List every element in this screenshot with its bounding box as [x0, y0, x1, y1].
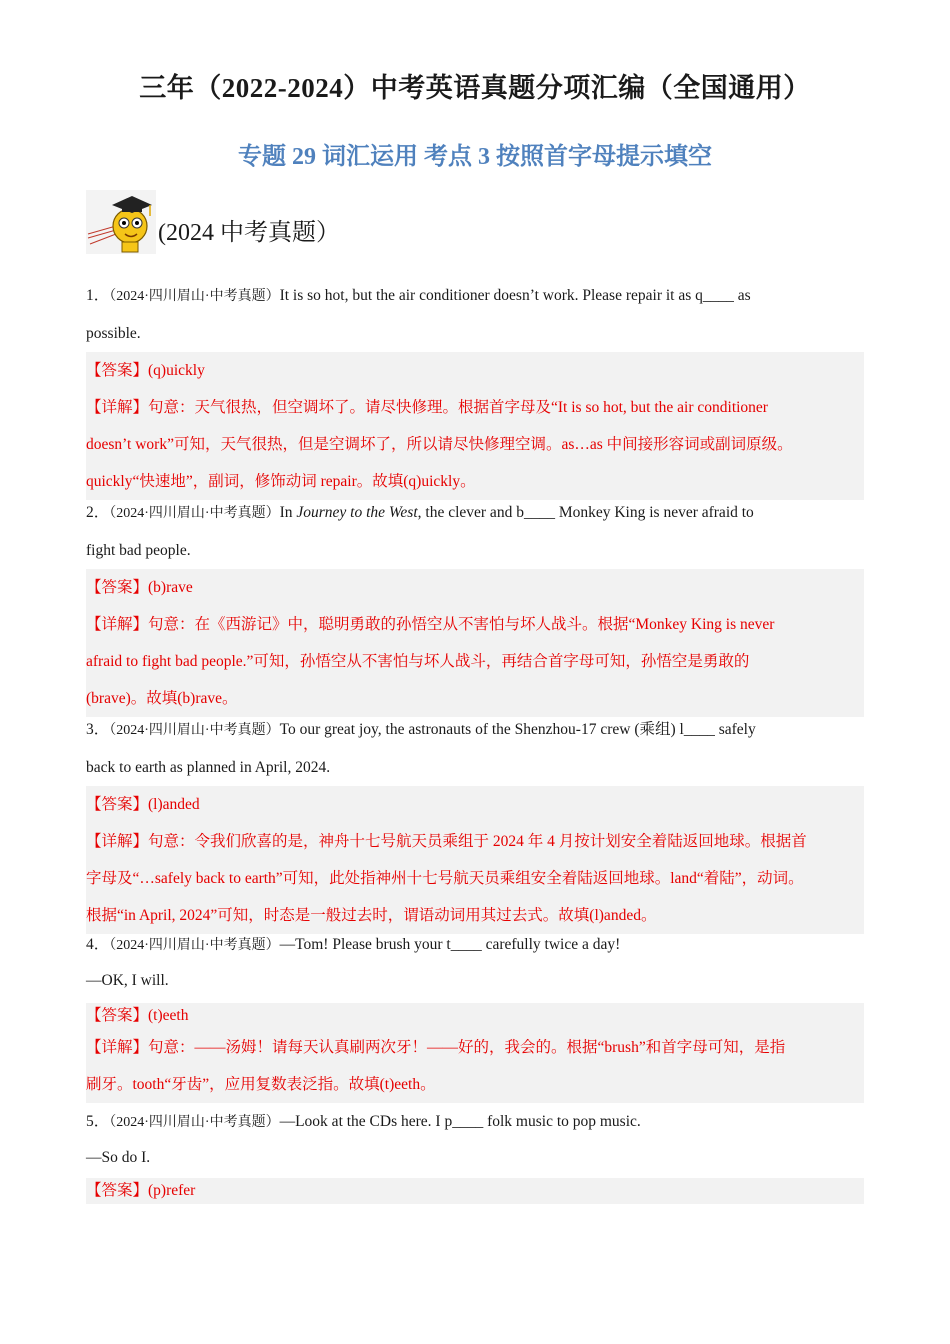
question-text: 3．（2024·四川眉山·中考真题）To our great joy, the astronauts of the Shenzhou-17 crew (乘组) l____ safely	[86, 721, 756, 738]
question-text-cont: fight bad people.	[86, 542, 191, 559]
answer-line: 【答案】(p)refer	[86, 1182, 196, 1199]
detail-line: 【详解】句意：——汤姆！请每天认真刷两次牙！——好的，我会的。根据“brush”和首字母可知，是指	[86, 1039, 786, 1056]
answer-line: 【答案】(l)anded	[86, 796, 200, 813]
question-4	[86, 927, 864, 1103]
question-text: 1．（2024·四川眉山·中考真题）It is so hot, but the air conditioner doesn’t work. Please repair it as q____ as	[86, 287, 751, 304]
question-1	[86, 277, 864, 500]
question-text-cont: back to earth as planned in April, 2024.	[86, 759, 331, 776]
question-text: 4．（2024·四川眉山·中考真题）—Tom! Please brush your t____ carefully twice a day!	[86, 936, 621, 953]
detail-line: 【详解】句意：天气很热，但空调坏了。请尽快修理。根据首字母及“It is so hot, but the air conditioner	[86, 399, 768, 416]
detail-line: 刷牙。tooth“牙齿”，应用复数表泛指。故填(t)eeth。	[86, 1076, 436, 1093]
answer-line: 【答案】(t)eeth	[86, 1007, 189, 1024]
document-title: 三年（2022-2024）中考英语真题分项汇编（全国通用）	[139, 73, 811, 103]
detail-line: 【详解】句意：令我们欣喜的是，神舟十七号航天员乘组于 2024 年 4 月按计划安全着陆返回地球。根据首	[86, 833, 807, 850]
question-text: 5．（2024·四川眉山·中考真题）—Look at the CDs here. I p____ folk music to pop music.	[86, 1113, 641, 1130]
question-3	[86, 711, 864, 934]
detail-line: doesn’t work”可知，天气很热，但是空调坏了，所以请尽快修理空调。as…as 中间接形容词或副词原级。	[86, 436, 793, 453]
detail-line: 【详解】句意：在《西游记》中，聪明勇敢的孙悟空从不害怕与坏人战斗。根据“Monkey King is never	[86, 616, 775, 633]
detail-line: 字母及“…safely back to earth”可知，此处指神州十七号航天员乘组安全着陆返回地球。land“着陆”，动词。	[86, 870, 804, 887]
answer-block	[86, 352, 864, 500]
detail-line: (brave)。故填(b)rave。	[86, 690, 238, 707]
answer-block	[86, 786, 864, 934]
answer-line: 【答案】(q)uickly	[86, 362, 205, 379]
document-subtitle: 专题 29 词汇运用 考点 3 按照首字母提示填空	[238, 144, 712, 170]
detail-line: quickly“快速地”，副词，修饰动词 repair。故填(q)uickly。	[86, 473, 476, 490]
question-5	[86, 1104, 864, 1204]
answer-line: 【答案】(b)rave	[86, 579, 193, 596]
question-2	[86, 494, 864, 717]
answer-block	[86, 569, 864, 717]
answer-block	[86, 1003, 864, 1103]
question-text: 2．（2024·四川眉山·中考真题）In Journey to the West, the clever and b____ Monkey King is never afraid to	[86, 504, 754, 521]
graduate-mascot-icon	[86, 190, 156, 254]
detail-line: afraid to fight bad people.”可知，孙悟空从不害怕与坏人战斗，再结合首字母可知，孙悟空是勇敢的	[86, 653, 750, 670]
detail-line: 根据“in April, 2024”可知，时态是一般过去时，谓语动词用其过去式。故填(l)anded。	[86, 907, 657, 924]
question-text-cont: possible.	[86, 325, 141, 342]
answer-block	[86, 1178, 864, 1204]
question-text-cont: —OK, I will.	[86, 972, 169, 989]
section-header	[86, 190, 340, 254]
question-text-cont: —So do I.	[86, 1149, 151, 1166]
section-label: (2024 中考真题）	[158, 219, 340, 246]
